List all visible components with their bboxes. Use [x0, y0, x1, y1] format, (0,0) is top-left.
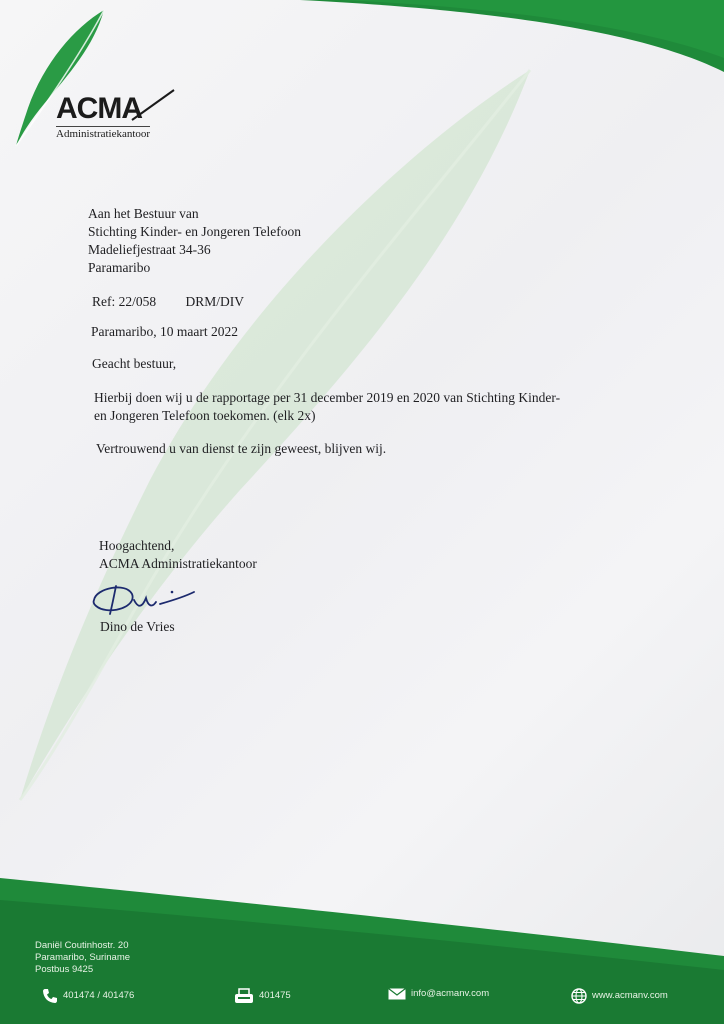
body-line: Hierbij doen wij u de rapportage per 31 december 2019 en 2020 van Stichting Kinder-	[94, 390, 561, 405]
closing-line: Hoogachtend,	[99, 538, 175, 553]
body-line: en Jongeren Telefoon toekomen. (elk 2x)	[94, 408, 316, 423]
globe-icon	[571, 988, 587, 1004]
handwritten-signature	[86, 578, 196, 618]
reference-number: Ref: 22/058	[92, 294, 157, 309]
logo-wordmark: ACMA	[56, 92, 142, 125]
closing-line: ACMA Administratiekantoor	[99, 556, 257, 571]
fax-number: 401475	[259, 990, 291, 1002]
phone-icon	[42, 988, 58, 1004]
closing	[99, 537, 257, 573]
footer-fax	[234, 988, 291, 1004]
footer-address-line: Paramaribo, Suriname	[35, 952, 131, 963]
recipient-line: Paramaribo	[88, 260, 151, 275]
footer-green-band	[0, 860, 724, 1024]
salutation: Geacht bestuur,	[92, 356, 177, 371]
logo-subtitle: Administratiekantoor	[56, 128, 151, 140]
footer-address-line: Daniël Coutinhostr. 20	[35, 940, 129, 951]
email-icon	[388, 988, 406, 1000]
body-paragraph-2: Vertrouwend u van dienst te zijn geweest, blijven wij.	[96, 441, 387, 456]
email-address: info@acmanv.com	[411, 988, 490, 1000]
recipient-address	[88, 205, 301, 277]
signer-name: Dino de Vries	[100, 619, 175, 634]
footer-email	[388, 988, 489, 1000]
fax-icon	[234, 988, 254, 1004]
reference-line	[92, 293, 244, 311]
recipient-line: Stichting Kinder- en Jongeren Telefoon	[88, 224, 301, 239]
footer-address-line: Postbus 9425	[35, 964, 94, 975]
reference-code: DRM/DIV	[185, 294, 245, 309]
body-paragraph-1	[94, 389, 624, 425]
footer-website	[571, 988, 668, 1004]
website-url: www.acmanv.com	[592, 990, 668, 1002]
company-logo	[14, 8, 184, 148]
phone-number: 401474 / 401476	[63, 990, 135, 1002]
footer-address	[35, 940, 130, 976]
recipient-line: Aan het Bestuur van	[88, 206, 199, 221]
letter-date: Paramaribo, 10 maart 2022	[91, 324, 238, 339]
footer-phone	[42, 988, 134, 1004]
recipient-line: Madeliefjestraat 34-36	[88, 242, 211, 257]
